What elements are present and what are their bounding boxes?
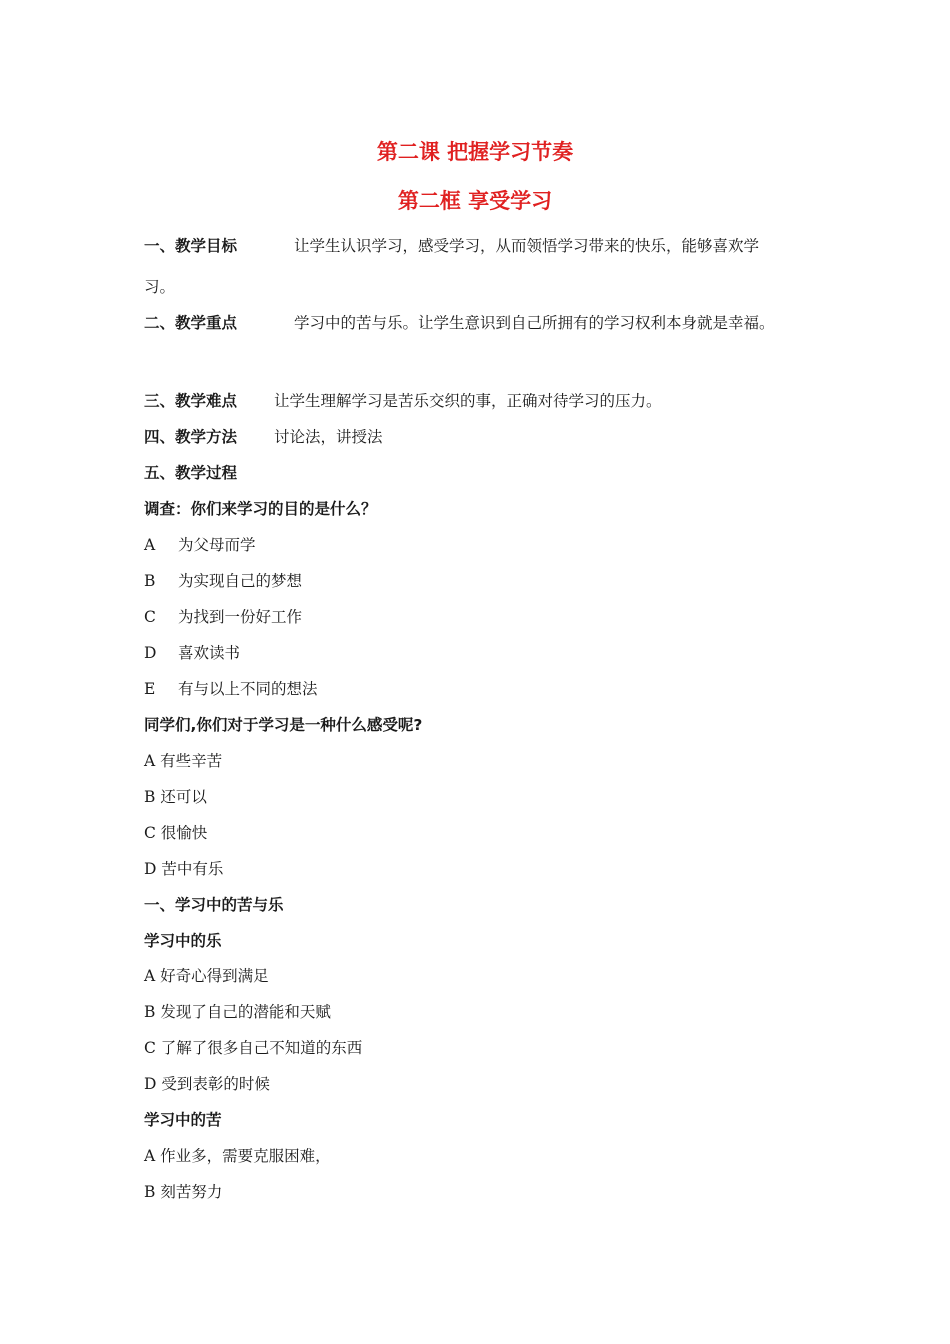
option-letter: D — [144, 644, 157, 662]
section-label: 二、教学重点 — [144, 314, 238, 332]
list-item — [144, 571, 302, 591]
survey-question: 调查：你们来学习的目的是什么？ — [144, 500, 377, 518]
section-objectives-continued: 习。 — [144, 278, 176, 296]
option-letter: A — [144, 536, 156, 554]
option-text: 喜欢读书 — [178, 644, 241, 662]
list-item — [144, 535, 256, 555]
section-text: 学习中的苦与乐。让学生意识到自己所拥有的学习权利本身就是幸福。 — [294, 314, 775, 332]
section-text: 让学生理解学习是苦乐交织的事，正确对待学习的压力。 — [274, 392, 662, 410]
list-item: A 有些辛苦 — [144, 752, 223, 770]
section-label: 三、教学难点 — [144, 392, 238, 410]
section-key-points — [144, 313, 775, 333]
joy-heading: 学习中的乐 — [144, 932, 222, 950]
part-heading: 一、学习中的苦与乐 — [144, 896, 284, 914]
list-item: C 了解了很多自己不知道的东西 — [144, 1039, 363, 1057]
lesson-title: 第二课 把握学习节奏 — [376, 140, 574, 164]
section-objectives — [144, 236, 759, 256]
list-item: A 好奇心得到满足 — [144, 967, 269, 985]
section-process: 五、教学过程 — [144, 464, 238, 482]
list-item: B 还可以 — [144, 788, 207, 806]
list-item: B 刻苦努力 — [144, 1183, 223, 1201]
feeling-question: 同学们,你们对于学习是一种什么感受呢? — [144, 716, 423, 734]
list-item: D 受到表彰的时候 — [144, 1075, 270, 1093]
section-label: 四、教学方法 — [144, 428, 238, 446]
section-label: 一、教学目标 — [144, 237, 238, 255]
list-item: D 苦中有乐 — [144, 860, 224, 878]
option-text: 有与以上不同的想法 — [178, 680, 318, 698]
option-text: 为找到一份好工作 — [178, 608, 303, 626]
lesson-subtitle: 第二框 享受学习 — [397, 189, 553, 213]
section-methods — [144, 427, 383, 447]
list-item: C 很愉快 — [144, 824, 208, 842]
list-item — [144, 643, 240, 663]
option-letter: E — [144, 680, 156, 698]
option-text: 为父母而学 — [178, 536, 256, 554]
list-item: B 发现了自己的潜能和天赋 — [144, 1003, 331, 1021]
option-text: 为实现自己的梦想 — [178, 572, 303, 590]
list-item: A 作业多，需要克服困难， — [144, 1147, 331, 1165]
pain-heading: 学习中的苦 — [144, 1111, 222, 1129]
section-text: 讨论法，讲授法 — [274, 428, 383, 446]
option-letter: C — [144, 608, 156, 626]
section-difficulties — [144, 391, 662, 411]
list-item — [144, 607, 302, 627]
option-letter: B — [144, 572, 156, 590]
section-text: 让学生认识学习，感受学习，从而领悟学习带来的快乐，能够喜欢学 — [294, 237, 760, 255]
list-item — [144, 679, 318, 699]
